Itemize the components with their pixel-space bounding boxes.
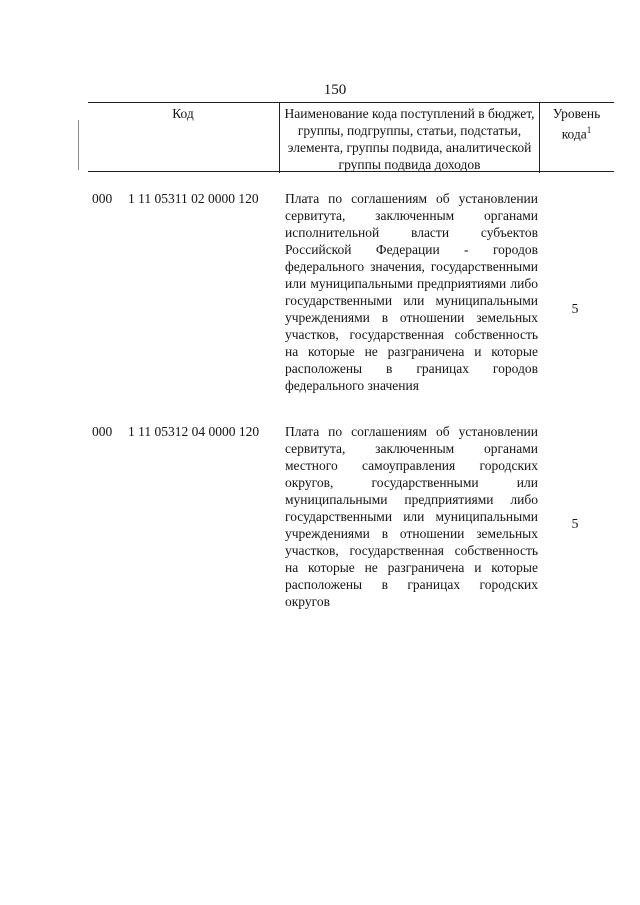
margin-line (78, 120, 79, 170)
row-level: 5 (571, 516, 579, 531)
row-level: 5 (571, 301, 579, 316)
row-description: Плата по соглашениям об установлении сервитута, заключенным органами местного самоуправления городских округов, государственными или муниципальными предприятиями либо государственными или муниципальными учреждениями в отношении земельных участков, государственная собственность на которые не разграничена и которые расположены в границах городских округов (285, 424, 538, 609)
table-header (88, 102, 614, 172)
row-group-code: 000 (92, 424, 113, 439)
header-name-label: Наименование кода поступлений в бюджет, группы, подгруппы, статьи, подстатьи, элемента, группы подвида, аналитической группы подвида доходов (284, 106, 535, 172)
header-code (88, 103, 278, 173)
footnote-marker: 1 (586, 125, 592, 135)
row-group-code: 000 (92, 191, 113, 206)
row-revenue-code: 1 11 05312 04 0000 120 (128, 424, 260, 439)
page-number: 150 (323, 82, 347, 98)
header-code-label: Код (172, 106, 194, 121)
row-description: Плата по соглашениям об установлении сервитута, заключенным органами исполнительной власти субъектов Российской Федерации - городов федерального значения, государственными или муниципальными предприятиями либо государственными или муниципальными учреждениями в отношении земельных участков, государственная собственность на которые не разграничена и которые расположены в границах городов федерального значения (285, 191, 538, 393)
header-level-label: Уровень кода (552, 106, 601, 142)
header-name (279, 103, 540, 173)
row-revenue-code: 1 11 05311 02 0000 120 (128, 191, 259, 206)
header-level (539, 103, 614, 173)
